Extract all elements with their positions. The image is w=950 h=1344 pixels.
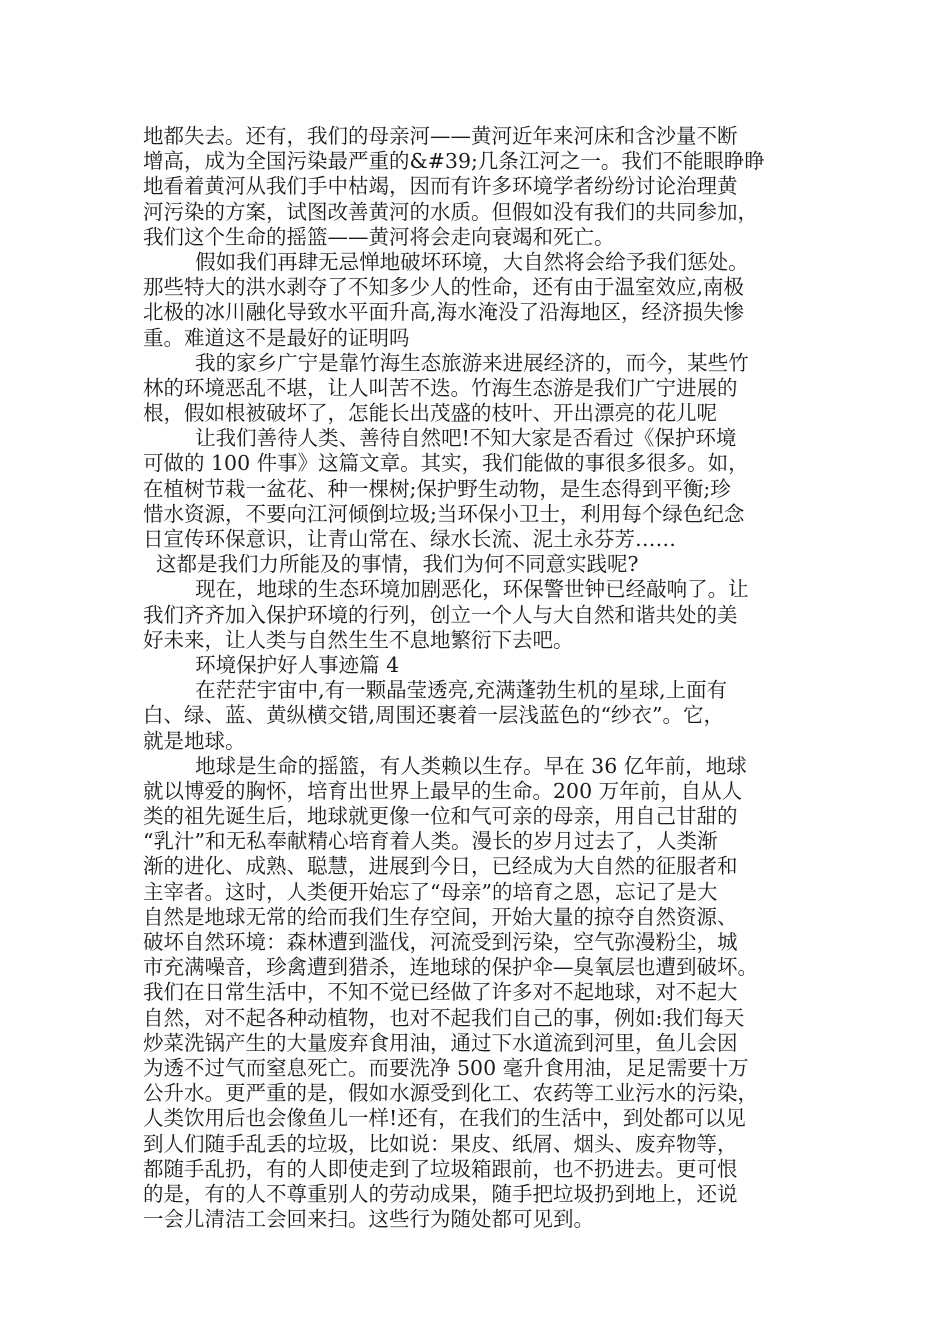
text-line: 就是地球。 bbox=[143, 728, 246, 753]
text-line: 炒菜洗锅产生的大量废弃食用油，通过下水道流到河里，鱼儿会因 bbox=[143, 1030, 738, 1055]
text-line: 就以博爱的胸怀，培育出世界上最早的生命。200 万年前，自从人 bbox=[143, 778, 743, 803]
text-line: 自然是地球无常的给而我们生存空间，开始大量的掠夺自然资源、 bbox=[143, 904, 738, 929]
text-line: 类的祖先诞生后，地球就更像一位和气可亲的母亲，用自己甘甜的 bbox=[143, 804, 738, 829]
text-line: 我们这个生命的摇篮——黄河将会走向衰竭和死亡。 bbox=[143, 224, 615, 249]
paragraph-start-line: 让我们善待人类、善待自然吧!不知大家是否看过《保护环境 bbox=[143, 426, 737, 451]
text-line: 都随手乱扔，有的人即使走到了垃圾箱跟前，也不扔进去。更可恨 bbox=[143, 1156, 738, 1181]
text-line: 河污染的方案，试图改善黄河的水质。但假如没有我们的共同参加， bbox=[143, 199, 758, 224]
paragraph-start-line: 在茫茫宇宙中,有一颗晶莹透亮,充满蓬勃生机的星球,上面有 bbox=[143, 678, 728, 703]
text-line: 市充满噪音，珍禽遭到猎杀，连地球的保护伞—臭氧层也遭到破坏。 bbox=[143, 955, 758, 980]
paragraph-start-line: 这都是我们力所能及的事情，我们为何不同意实践呢? bbox=[143, 552, 639, 577]
paragraph-start-line: 我的家乡广宁是靠竹海生态旅游来进展经济的，而今，某些竹 bbox=[143, 350, 749, 375]
text-line: 可做的 100 件事》这篇文章。其实，我们能做的事很多很多。如， bbox=[143, 451, 749, 476]
text-line: 公升水。更严重的是，假如水源受到化工、农药等工业污水的污染， bbox=[143, 1081, 758, 1106]
text-line: 破坏自然环境：森林遭到滥伐，河流受到污染，空气弥漫粉尘，城 bbox=[143, 930, 738, 954]
text-line: 地看着黄河从我们手中枯竭，因而有许多环境学者纷纷讨论治理黄 bbox=[143, 174, 738, 199]
paragraph-start-line: 现在，地球的生态环境加剧恶化，环保警世钟已经敲响了。让 bbox=[143, 577, 749, 602]
text-line: 的是，有的人不尊重别人的劳动成果，随手把垃圾扔到地上，还说 bbox=[143, 1181, 738, 1206]
text-line: 白、绿、蓝、黄纵横交错,周围还裹着一层浅蓝色的“纱衣”。它， bbox=[143, 703, 724, 728]
text-line: 到人们随手乱丢的垃圾，比如说：果皮、纸屑、烟头、废弃物等， bbox=[143, 1131, 738, 1156]
text-line: “乳汁”和无私奉献精心培育着人类。漫长的岁月过去了，人类渐 bbox=[143, 829, 718, 854]
text-line: 一会儿清洁工会回来扫。这些行为随处都可见到。 bbox=[143, 1207, 594, 1232]
text-line: 增高，成为全国污染最严重的&#39;几条江河之一。我们不能眼睁睁 bbox=[143, 149, 765, 174]
text-line: 惜水资源，不要向江河倾倒垃圾;当环保小卫士，利用每个绿色纪念 bbox=[143, 501, 745, 526]
text-line: 主宰者。这时，人类便开始忘了“母亲”的培育之恩，忘记了是大 bbox=[143, 879, 718, 904]
text-line: 我们在日常生活中，不知不觉已经做了许多对不起地球，对不起大 bbox=[143, 980, 738, 1005]
text-line: 在植树节栽一盆花、种一棵树;保护野生动物，是生态得到平衡;珍 bbox=[143, 476, 731, 501]
paragraph-start-line: 地球是生命的摇篮，有人类赖以生存。早在 36 亿年前，地球 bbox=[143, 753, 747, 778]
text-line: 自然，对不起各种动植物，也对不起我们自己的事，例如:我们每天 bbox=[143, 1005, 745, 1030]
text-line: 人类饮用后也会像鱼儿一样!还有，在我们的生活中，到处都可以见 bbox=[143, 1106, 746, 1131]
text-line: 那些特大的洪水剥夺了不知多少人的性命，还有由于温室效应,南极 bbox=[143, 275, 745, 300]
text-line: 我们齐齐加入保护环境的行列，创立一个人与大自然和谐共处的美 bbox=[143, 602, 738, 627]
paragraph-start-line: 假如我们再肆无忌惮地破坏环境，大自然将会给予我们惩处。 bbox=[143, 249, 749, 274]
text-line: 好未来，让人类与自然生生不息地繁衍下去吧。 bbox=[143, 627, 574, 652]
text-line: 根，假如根被破坏了，怎能长出茂盛的枝叶、开出漂亮的花儿呢 bbox=[143, 401, 717, 426]
text-line: 为透不过气而窒息死亡。而要洗净 500 毫升食用油，足足需要十万 bbox=[143, 1055, 749, 1080]
text-line: 北极的冰川融化导致水平面升高,海水淹没了沿海地区，经济损失惨 bbox=[143, 300, 745, 325]
document-body bbox=[143, 124, 823, 1232]
text-line: 日宣传环保意识，让青山常在、绿水长流、泥土永芬芳…… bbox=[143, 527, 676, 551]
section-heading: 环境保护好人事迹篇 4 bbox=[143, 652, 400, 677]
text-line: 地都失去。还有，我们的母亲河——黄河近年来河床和含沙量不断 bbox=[143, 124, 738, 148]
text-line: 渐的进化、成熟、聪慧，进展到今日，已经成为大自然的征服者和 bbox=[143, 854, 738, 879]
text-line: 重。难道这不是最好的证明吗 bbox=[143, 325, 410, 350]
text-line: 林的环境恶乱不堪，让人叫苦不迭。竹海生态游是我们广宁进展的 bbox=[143, 375, 738, 400]
